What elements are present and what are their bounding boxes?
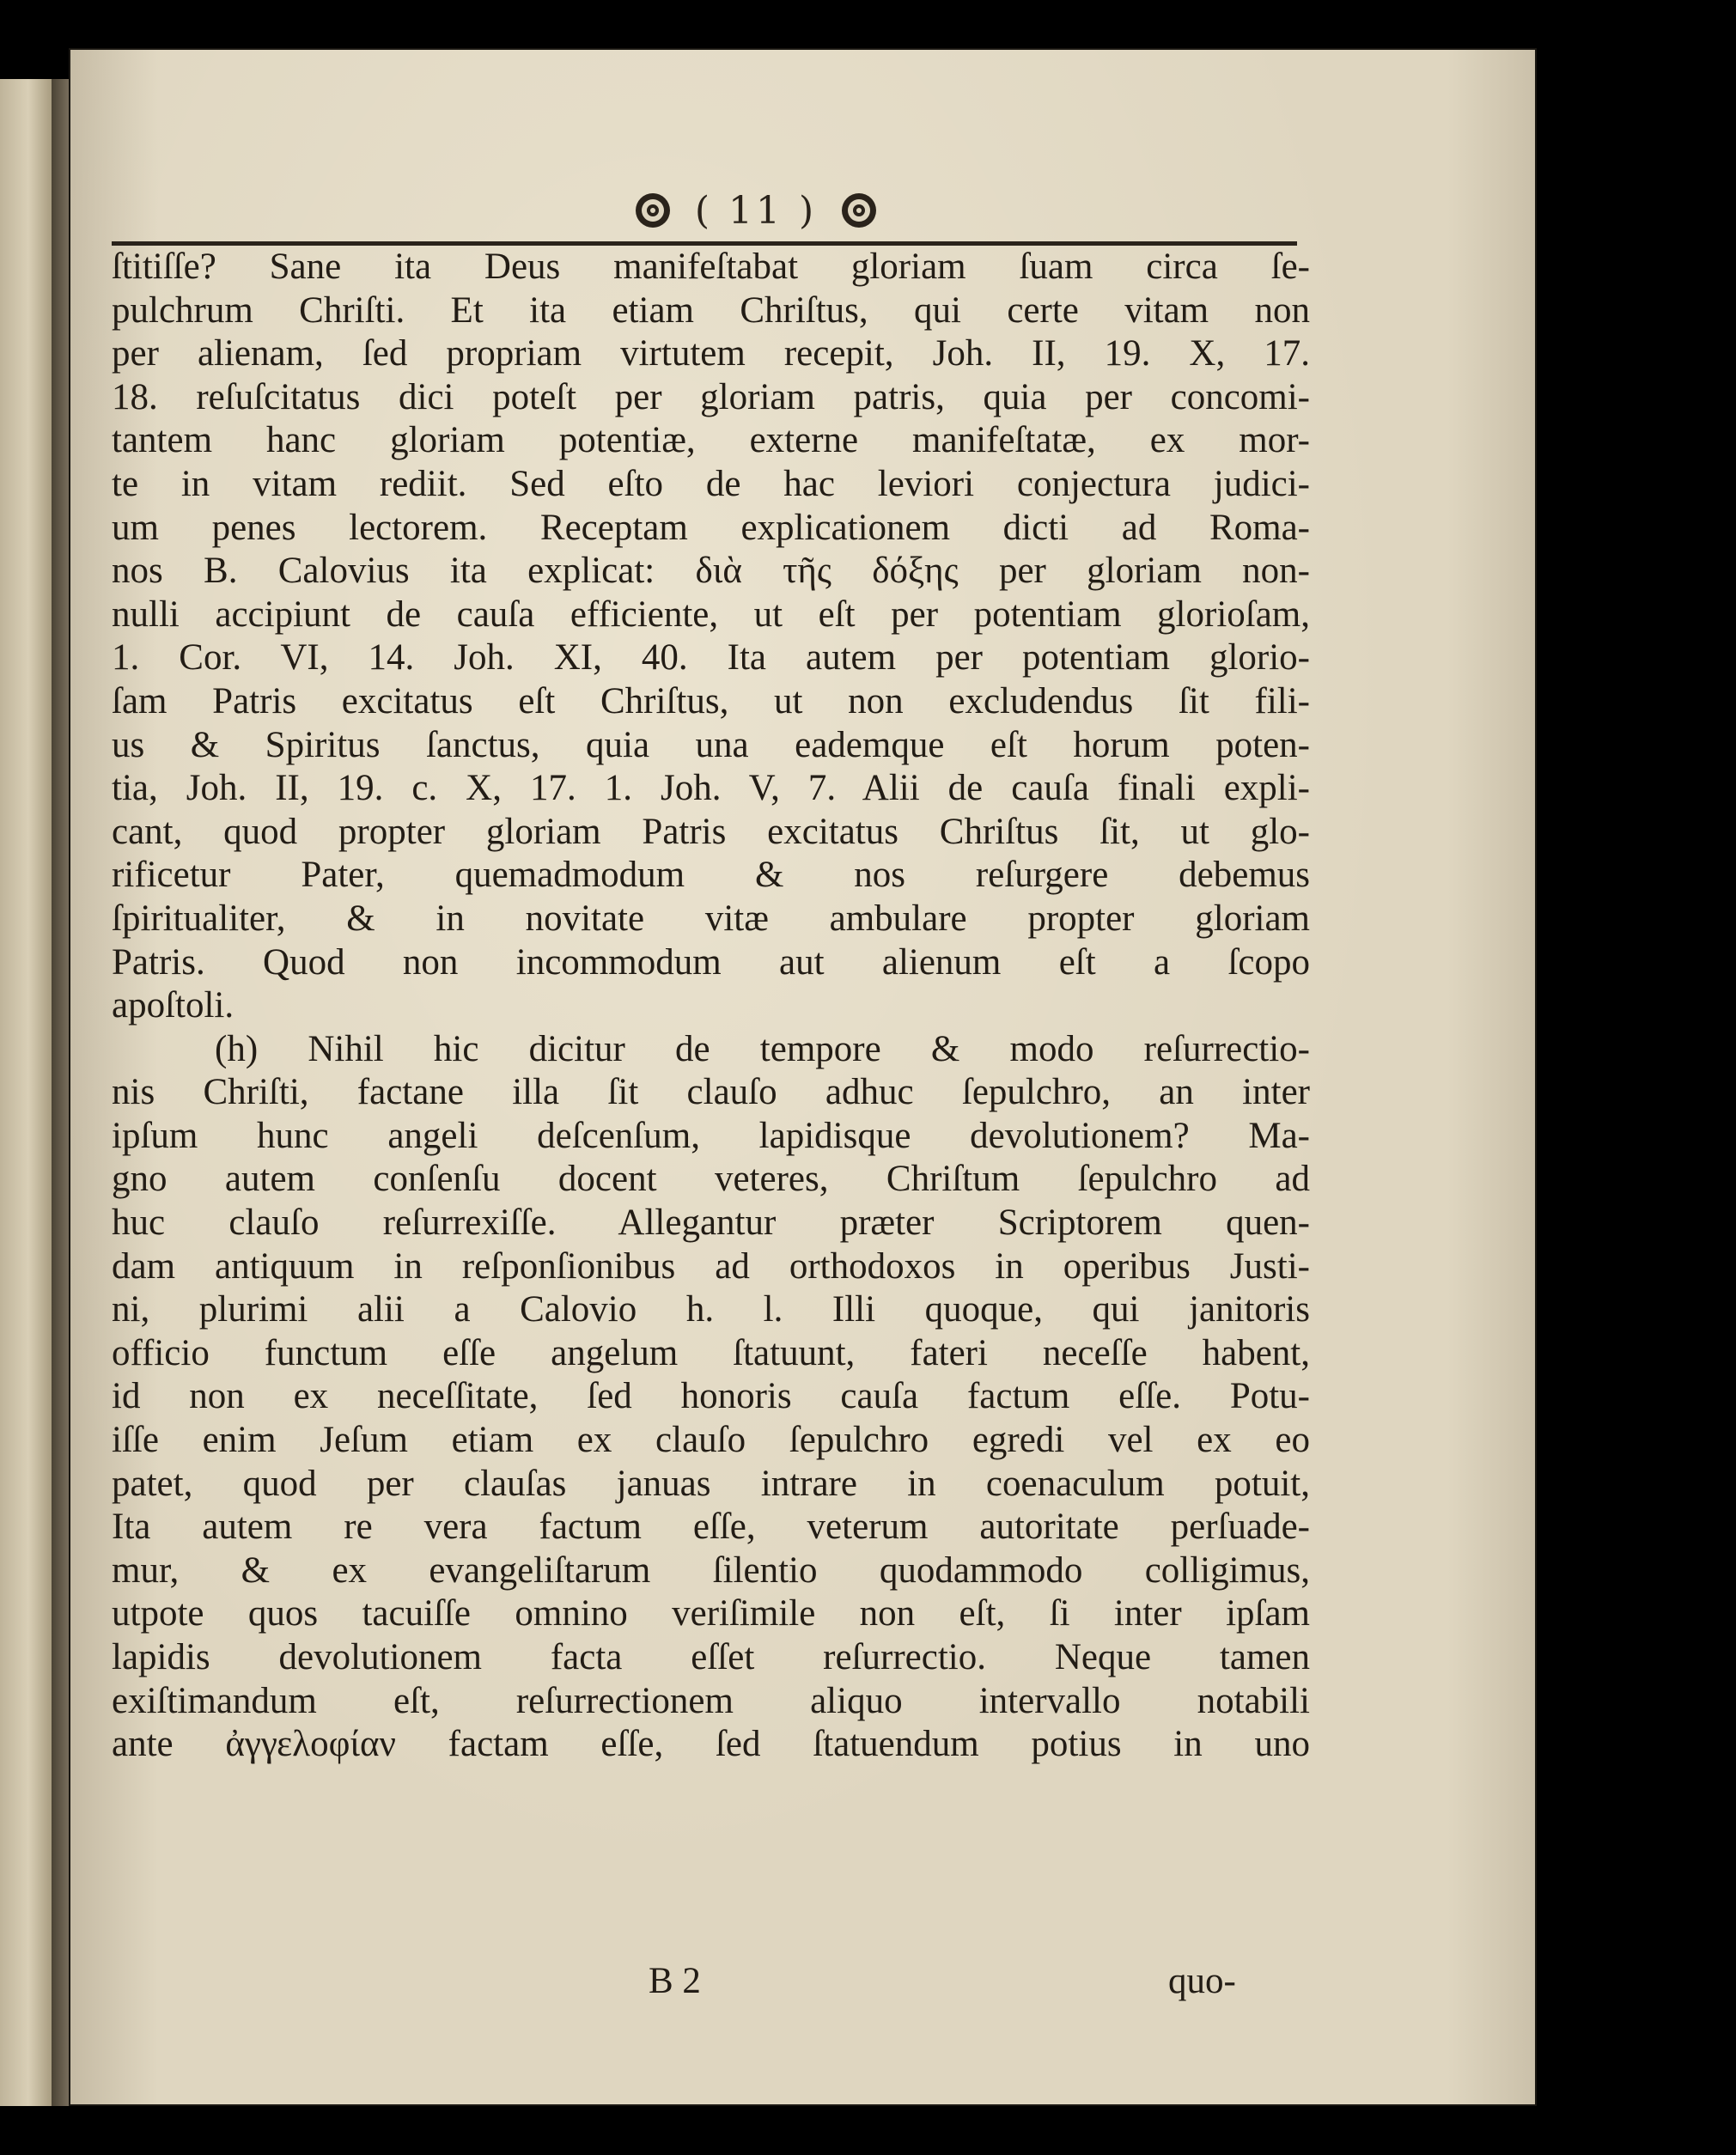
text-line: ni, plurimi alii a Calovio h. l. Illi quoque, qui janitoris (112, 1289, 1310, 1330)
signature-mark: B 2 (649, 1961, 701, 2001)
rosette-ornament-left-icon (633, 191, 673, 230)
text-line: 1. Cor. VI, 14. Joh. XI, 40. Ita autem per potentiam glorio- (112, 637, 1310, 679)
text-line: us & Spiritus ſanctus, quia una eademque eſt horum poten- (112, 724, 1310, 765)
running-header (515, 172, 996, 249)
body-text (112, 246, 1310, 1767)
book-gutter (52, 79, 70, 2106)
text-line: Ita autem re vera factum eſſe, veterum autoritate perſuade- (112, 1507, 1310, 1548)
text-line: pulchrum Chriſti. Et ita etiam Chriſtus, qui certe vitam non (112, 289, 1310, 331)
text-line: tantem hanc gloriam potentiæ, externe manifeſtatæ, ex mor- (112, 420, 1310, 461)
text-line: patet, quod per clauſas januas intrare in coenaculum potuit, (112, 1463, 1310, 1504)
text-line: utpote quos tacuiſſe omnino veriſimile non eſt, ſi inter ipſam (112, 1593, 1310, 1635)
text-line: iſſe enim Jeſum etiam ex clauſo ſepulchro egredi vel ex eo (112, 1420, 1310, 1461)
text-line: rificetur Pater, quemadmodum & nos reſurgere debemus (112, 855, 1310, 896)
text-line: huc clauſo reſurrexiſſe. Allegantur præter Scriptorem quen- (112, 1202, 1310, 1244)
text-line: ipſum hunc angeli deſcenſum, lapidisque devolutionem? Ma- (112, 1115, 1310, 1156)
text-line: gno autem conſenſu docent veteres, Chriſtum ſepulchro ad (112, 1159, 1310, 1200)
text-line: exiſtimandum eſt, reſurrectionem aliquo intervallo notabili (112, 1680, 1310, 1721)
text-line: um penes lectorem. Receptam explicationem dicti ad Roma- (112, 507, 1310, 548)
text-line: tia, Joh. II, 19. c. X, 17. 1. Joh. V, 7. Alii de cauſa finali expli- (112, 768, 1310, 809)
text-line: nis Chriſti, factane illa ſit clauſo adhuc ſepulchro, an inter (112, 1072, 1310, 1113)
text-line: ante ἀγγελοφίαν factam eſſe, ſed ſtatuendum potius in uno (112, 1724, 1310, 1765)
text-line: nos B. Calovius ita explicat: διὰ τῆς δόξης per gloriam non- (112, 551, 1310, 592)
text-line: id non ex neceſſitate, ſed honoris cauſa factum eſſe. Potu- (112, 1376, 1310, 1417)
text-line: apoſtoli. (112, 985, 235, 1026)
text-line: dam antiquum in reſponſionibus ad orthodoxos in operibus Justi- (112, 1245, 1310, 1287)
text-line: Patris. Quod non incommodum aut alienum eſt a ſcopo (112, 941, 1310, 983)
text-line: officio functum eſſe angelum ſtatuunt, fateri neceſſe habent, (112, 1332, 1310, 1373)
text-line: te in vitam rediit. Sed eſto de hac leviori conjectura judici- (112, 463, 1310, 504)
text-line: lapidis devolutionem facta eſſet reſurrectio. Neque tamen (112, 1637, 1310, 1677)
text-line: ſtitiſſe? Sane ita Deus manifeſtabat gloriam ſuam circa ſe- (112, 247, 1310, 287)
rosette-ornament-right-icon (839, 191, 879, 230)
text-line: mur, & ex evangeliſtarum ſilentio quodammodo colligimus, (112, 1549, 1310, 1591)
text-line: ſam Patris excitatus eſt Chriſtus, ut non excludendus ſit fili- (112, 680, 1310, 721)
text-line: 18. reſuſcitatus dici poteſt per gloriam patris, quia per concomi- (112, 376, 1310, 417)
text-line: (h) Nihil hic dicitur de tempore & modo reſurrectio- (215, 1028, 1310, 1069)
catchword: quo- (1168, 1961, 1236, 2001)
text-line: ſpiritualiter, & in novitate vitæ ambulare propter gloriam (112, 898, 1310, 939)
text-line: cant, quod propter gloriam Patris excitatus Chriſtus ſit, ut glo- (112, 811, 1310, 852)
text-line: nulli accipiunt de cauſa efficiente, ut eſt per potentiam glorioſam, (112, 594, 1310, 635)
text-line: per alienam, ſed propriam virtutem recepit, Joh. II, 19. X, 17. (112, 333, 1310, 374)
page-number: ( 11 ) (694, 188, 818, 233)
facing-page-edge (0, 79, 52, 2106)
